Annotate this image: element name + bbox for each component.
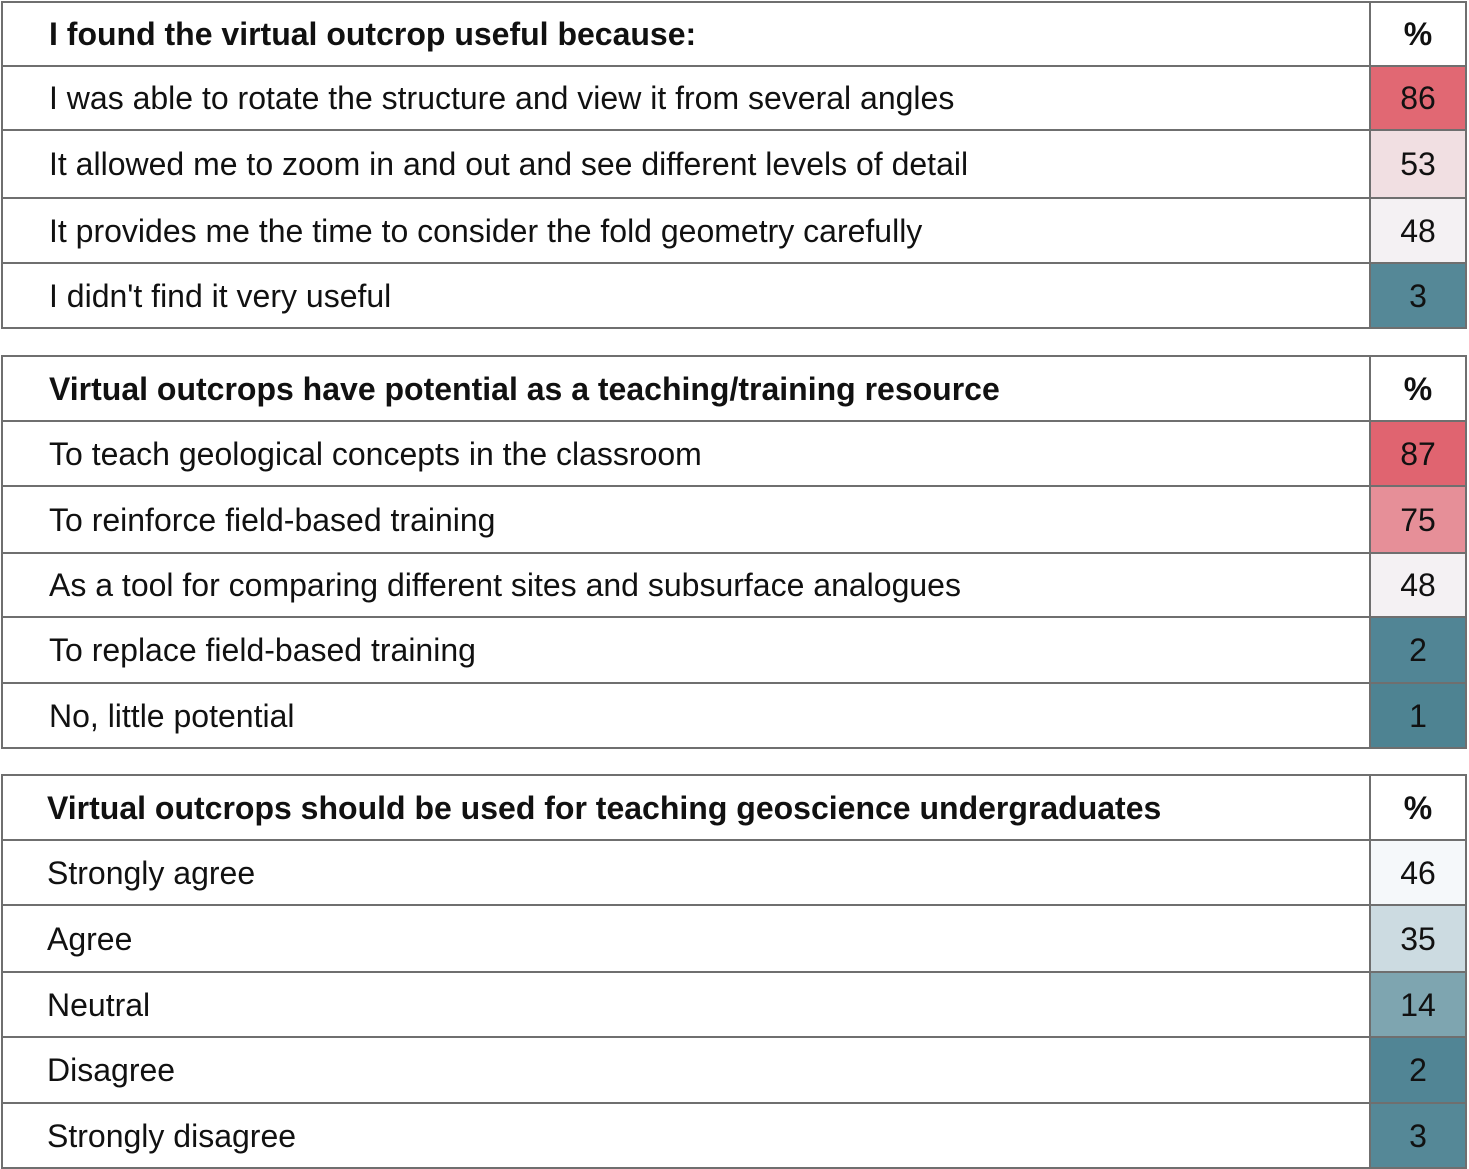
percent-cell: 48 (1370, 553, 1466, 617)
percent-cell: 14 (1370, 972, 1466, 1037)
row-label: Neutral (2, 972, 1370, 1037)
row-label: Strongly disagree (2, 1103, 1370, 1168)
percent-cell: 46 (1370, 840, 1466, 905)
percent-cell: 53 (1370, 130, 1466, 198)
table-row (2, 263, 1466, 328)
table-row (2, 972, 1466, 1037)
row-label: To reinforce field-based training (2, 486, 1370, 553)
row-label: Disagree (2, 1037, 1370, 1103)
row-label: It allowed me to zoom in and out and see different levels of detail (2, 130, 1370, 198)
row-label: I was able to rotate the structure and view it from several angles (2, 66, 1370, 130)
table-row (2, 683, 1466, 748)
table-header: Virtual outcrops have potential as a teaching/training resource (2, 356, 1370, 421)
percent-cell: 86 (1370, 66, 1466, 130)
table-row (2, 130, 1466, 198)
percent-header: % (1370, 775, 1466, 840)
percent-cell: 87 (1370, 421, 1466, 486)
percent-cell: 35 (1370, 905, 1466, 972)
row-label: It provides me the time to consider the fold geometry carefully (2, 198, 1370, 263)
row-label: To teach geological concepts in the classroom (2, 421, 1370, 486)
percent-cell: 3 (1370, 263, 1466, 328)
table-row (2, 66, 1466, 130)
table-potential (1, 355, 1467, 749)
table-row (2, 486, 1466, 553)
table-header-row (2, 2, 1466, 66)
row-label: I didn't find it very useful (2, 263, 1370, 328)
table-row (2, 1103, 1466, 1168)
row-label: Agree (2, 905, 1370, 972)
percent-cell: 48 (1370, 198, 1466, 263)
table-header-row (2, 775, 1466, 840)
percent-cell: 75 (1370, 486, 1466, 553)
percent-cell: 3 (1370, 1103, 1466, 1168)
table-undergraduates (1, 774, 1467, 1169)
row-label: To replace field-based training (2, 617, 1370, 683)
percent-header: % (1370, 2, 1466, 66)
table-row (2, 421, 1466, 486)
table-row (2, 198, 1466, 263)
table-row (2, 840, 1466, 905)
row-label: No, little potential (2, 683, 1370, 748)
percent-cell: 1 (1370, 683, 1466, 748)
table-row (2, 617, 1466, 683)
row-label: Strongly agree (2, 840, 1370, 905)
table-header-row (2, 356, 1466, 421)
table-row (2, 553, 1466, 617)
percent-header: % (1370, 356, 1466, 421)
row-label: As a tool for comparing different sites and subsurface analogues (2, 553, 1370, 617)
table-row (2, 905, 1466, 972)
percent-cell: 2 (1370, 1037, 1466, 1103)
table-header: I found the virtual outcrop useful because: (2, 2, 1370, 66)
table-useful (1, 1, 1467, 329)
table-header: Virtual outcrops should be used for teaching geoscience undergraduates (2, 775, 1370, 840)
percent-cell: 2 (1370, 617, 1466, 683)
table-row (2, 1037, 1466, 1103)
